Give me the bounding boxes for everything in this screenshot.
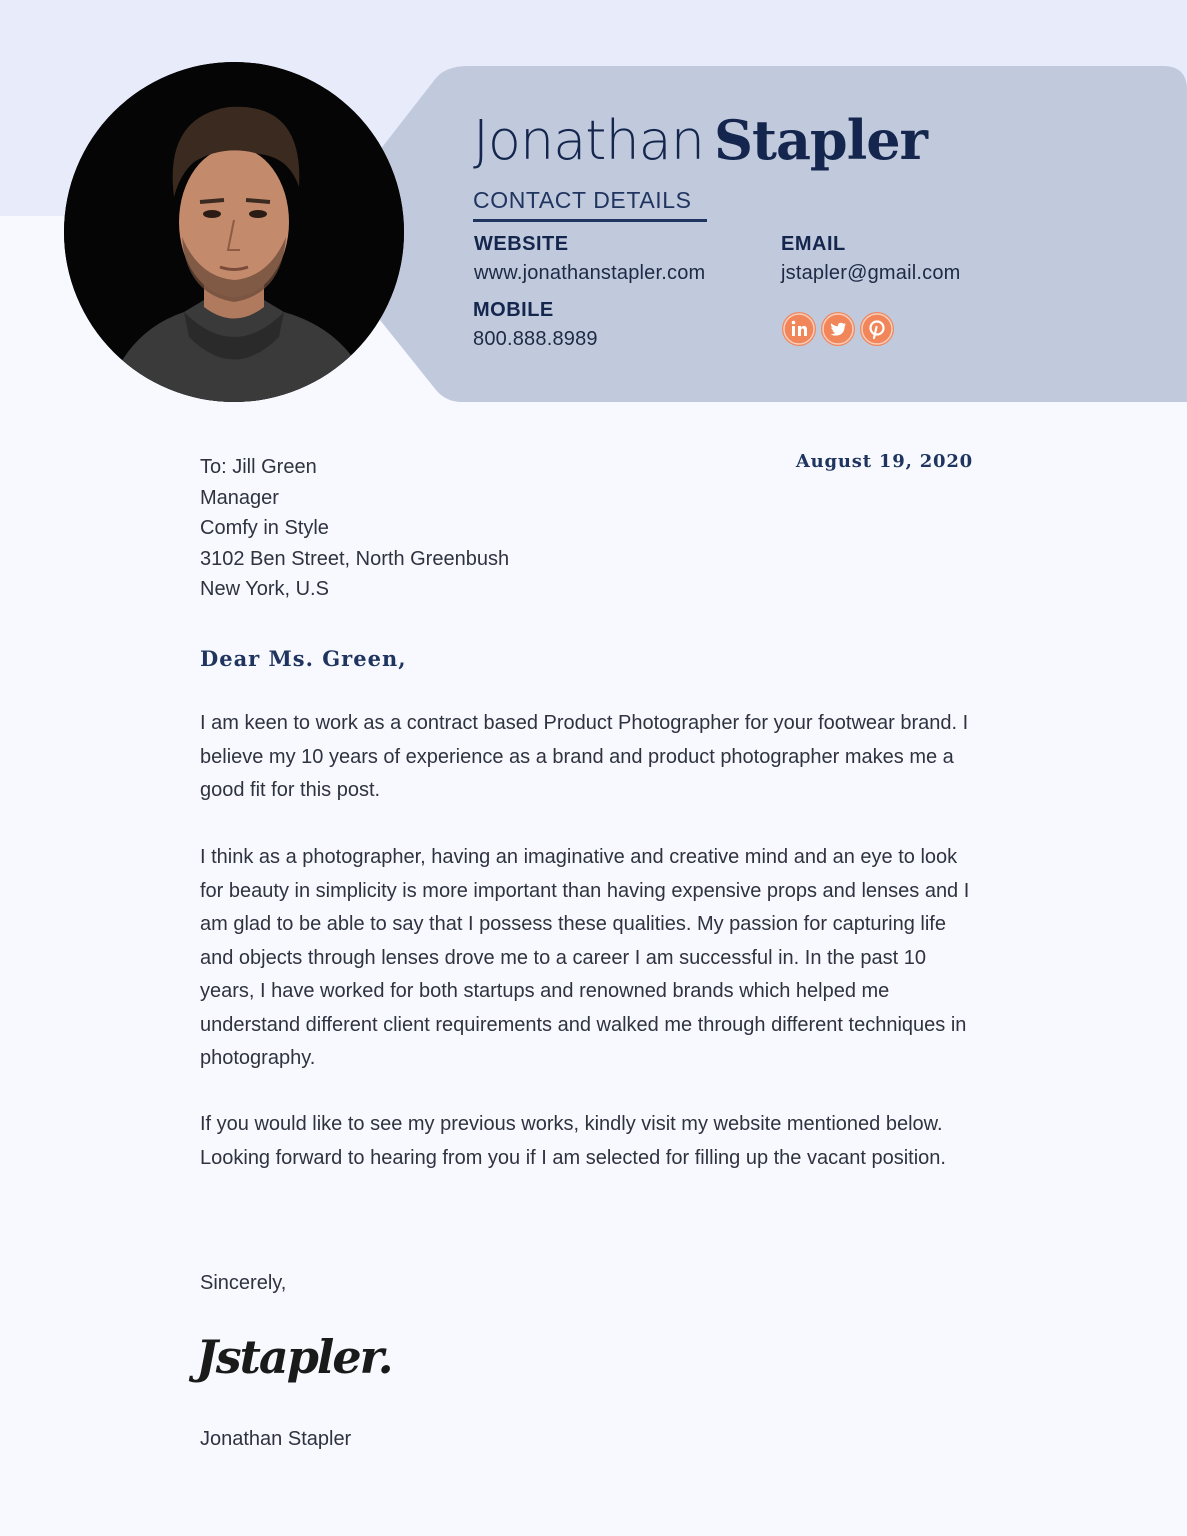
body-paragraph: If you would like to see my previous works, kindly visit my website mentioned below. Looking forward to hearing from you if I am selected for filling up the vacant position. <box>200 1113 946 1169</box>
contact-details-heading: CONTACT DETAILS <box>473 187 707 222</box>
last-name: Stapler <box>714 108 928 172</box>
recipient-line: Manager <box>200 486 279 509</box>
recipient-line: Comfy in Style <box>200 517 329 539</box>
recipient-line: 3102 Ben Street, North Greenbush <box>200 547 510 570</box>
letter-date: August 19, 2020 <box>795 451 973 472</box>
body-paragraph: I think as a photographer, having an imaginative and creative mind and an eye to look for beauty in simplicity is more important than having expensive props and lenses and I am glad to be able to say that I possess these qualities. My passion for capturing life and objects through lenses drove me to a career I am successful in. In the past 10 years, I have worked for both startups and renowned brands which helped me understand different client requirements and walked me through different techniques in photography. <box>200 846 970 1069</box>
recipient-line: To: Jill Green <box>200 456 317 478</box>
recipient-line: New York, U.S <box>200 578 329 600</box>
pinterest-icon[interactable] <box>860 312 894 346</box>
linkedin-icon[interactable] <box>782 312 816 346</box>
mobile-value: 800.888.8989 <box>473 328 598 350</box>
signer-name: Jonathan Stapler <box>200 1428 352 1450</box>
recipient-block <box>200 452 509 605</box>
applicant-name <box>473 108 927 172</box>
salutation: Dear Ms. Green, <box>200 646 407 671</box>
signature: Jstapler. <box>196 1330 392 1384</box>
email-value[interactable]: jstapler@gmail.com <box>781 262 961 284</box>
mobile-label: MOBILE <box>473 299 554 321</box>
twitter-icon[interactable] <box>821 312 855 346</box>
website-label: WEBSITE <box>474 233 569 255</box>
profile-photo <box>64 62 404 402</box>
email-label: EMAIL <box>781 233 846 255</box>
body-paragraph: I am keen to work as a contract based Product Photographer for your footwear brand. I believe my 10 years of experience as a brand and product photographer makes me a good fit for this post. <box>200 712 969 801</box>
closing: Sincerely, <box>200 1272 287 1294</box>
website-value[interactable]: www.jonathanstapler.com <box>474 262 706 284</box>
first-name: Jonathan <box>473 109 704 172</box>
